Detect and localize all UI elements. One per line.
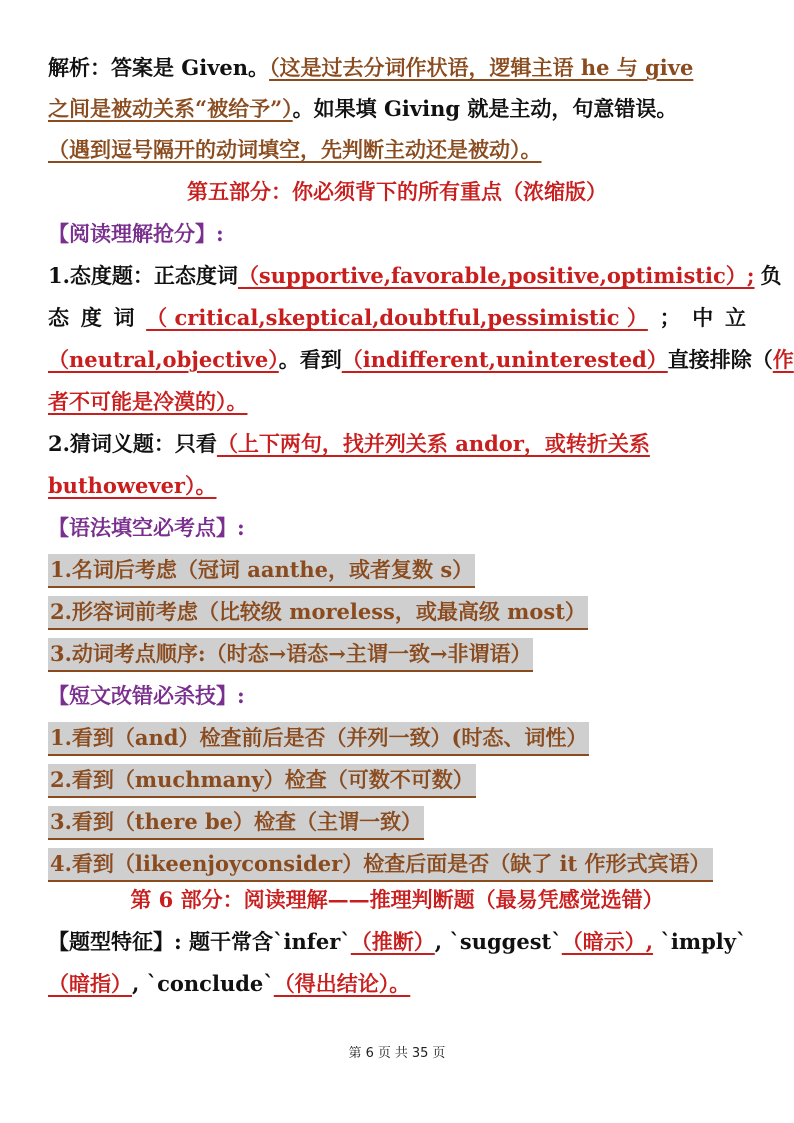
correction-point: 1.看到（and）检查前后是否（并列一致）(时态、词性） xyxy=(48,722,589,756)
section-6-heading: 第 6 部分：阅读理解——推理判断题（最易凭感觉选错） xyxy=(130,887,664,912)
section-5-heading: 第五部分：你必须背下的所有重点（浓缩版） xyxy=(187,179,607,204)
positive-words: （supportive,favorable,positive,optimistic）; xyxy=(237,263,755,288)
attitude-line-1 xyxy=(48,256,782,296)
correction-item-3 xyxy=(48,802,746,842)
correction-item-1 xyxy=(48,718,746,758)
footer-word: 第 xyxy=(348,1046,362,1061)
analysis-answer: 解析：答案是 Given。 xyxy=(48,55,270,80)
exclude-label: 直接排除（ xyxy=(667,347,773,372)
grammar-point: 3.动词考点顺序:（时态→语态→主谓一致→非谓语） xyxy=(48,638,533,672)
correction-point: 3.看到（there be）检查（主谓一致） xyxy=(48,806,424,840)
correction-item-2 xyxy=(48,760,746,800)
text-char: ； xyxy=(659,305,681,330)
see-label: 。看到 xyxy=(278,347,342,372)
attitude-line-4 xyxy=(48,382,746,422)
analysis-line-2 xyxy=(48,89,746,129)
question-feature-line-2 xyxy=(48,964,746,1004)
attitude-line-2 xyxy=(48,298,746,338)
text-char: 度 xyxy=(80,305,102,330)
attitude-line-3 xyxy=(48,340,794,380)
conclude-keyword: , `conclude` xyxy=(132,971,274,996)
analysis-line-1 xyxy=(48,48,746,88)
indifferent-words: （indifferent,uninterested） xyxy=(341,347,668,372)
feature-label: 【题型特征】: 题干常含`infer` xyxy=(48,929,351,954)
suggest-keyword: , `suggest` xyxy=(434,929,562,954)
analysis-note-cont: 之间是被动关系“被给予”） xyxy=(48,96,293,121)
footer-word: 页 xyxy=(432,1046,446,1061)
analysis-line-3 xyxy=(48,130,746,170)
infer-meaning: （推断） xyxy=(350,929,435,954)
text-char: 立 xyxy=(725,305,746,330)
analysis-tip: （遇到逗号隔开的动词填空，先判断主动还是被动）。 xyxy=(48,137,542,162)
page-number: 6 xyxy=(365,1046,374,1061)
total-pages: 35 xyxy=(411,1046,429,1061)
attitude-label: 1.态度题：正态度词 xyxy=(48,263,238,288)
conclude-meaning: （得出结论）。 xyxy=(273,971,411,996)
analysis-note: （这是过去分词作状语，逻辑主语 he 与 give xyxy=(269,55,694,80)
analysis-explain: 。如果填 Giving 就是主动，句意错误。 xyxy=(292,96,678,121)
footer-word: 共 xyxy=(394,1046,408,1061)
text-char: 中 xyxy=(692,305,714,330)
reading-subheading: 【阅读理解抢分】: xyxy=(48,221,224,246)
author-note-start: 作 xyxy=(772,347,794,372)
negative-words: （ critical,skeptical,doubtful,pessimistic ） xyxy=(146,305,648,330)
text-char: 态 xyxy=(48,305,69,330)
grammar-subheading: 【语法填空必考点】: xyxy=(48,515,245,540)
imply-keyword: `imply` xyxy=(653,929,747,954)
grammar-item-2 xyxy=(48,592,746,632)
footer-word: 页 xyxy=(377,1046,391,1061)
grammar-item-3 xyxy=(48,634,746,674)
text-char: 词 xyxy=(113,305,135,330)
grammar-point: 2.形容词前考虑（比较级 moreless，或最高级 most） xyxy=(48,596,588,630)
correction-subheading: 【短文改错必杀技】: xyxy=(48,683,245,708)
word-meaning-note-cont: buthowever）。 xyxy=(48,473,217,498)
correction-point: 2.看到（muchmany）检查（可数不可数） xyxy=(48,764,476,798)
correction-item-4 xyxy=(48,844,746,884)
grammar-item-1 xyxy=(48,550,746,590)
suggest-meaning: （暗示）, xyxy=(561,929,654,954)
question-feature-line-1 xyxy=(48,922,746,962)
grammar-point: 1.名词后考虑（冠词 aanthe，或者复数 s） xyxy=(48,554,475,588)
correction-point: 4.看到（likeenjoyconsider）检查后面是否（缺了 it 作形式宾语） xyxy=(48,848,713,882)
word-meaning-label: 2.猜词义题：只看 xyxy=(48,431,217,456)
neutral-words: （neutral,objective） xyxy=(48,347,279,372)
word-meaning-line-2 xyxy=(48,466,746,506)
negative-label-start: 负 xyxy=(760,263,782,288)
word-meaning-note: （上下两句，找并列关系 andor，或转折关系 xyxy=(216,431,650,456)
imply-meaning: （暗指） xyxy=(48,971,132,996)
author-note-cont: 者不可能是冷漠的）。 xyxy=(48,389,248,414)
word-meaning-line-1 xyxy=(48,424,746,464)
page-footer xyxy=(0,1042,794,1061)
